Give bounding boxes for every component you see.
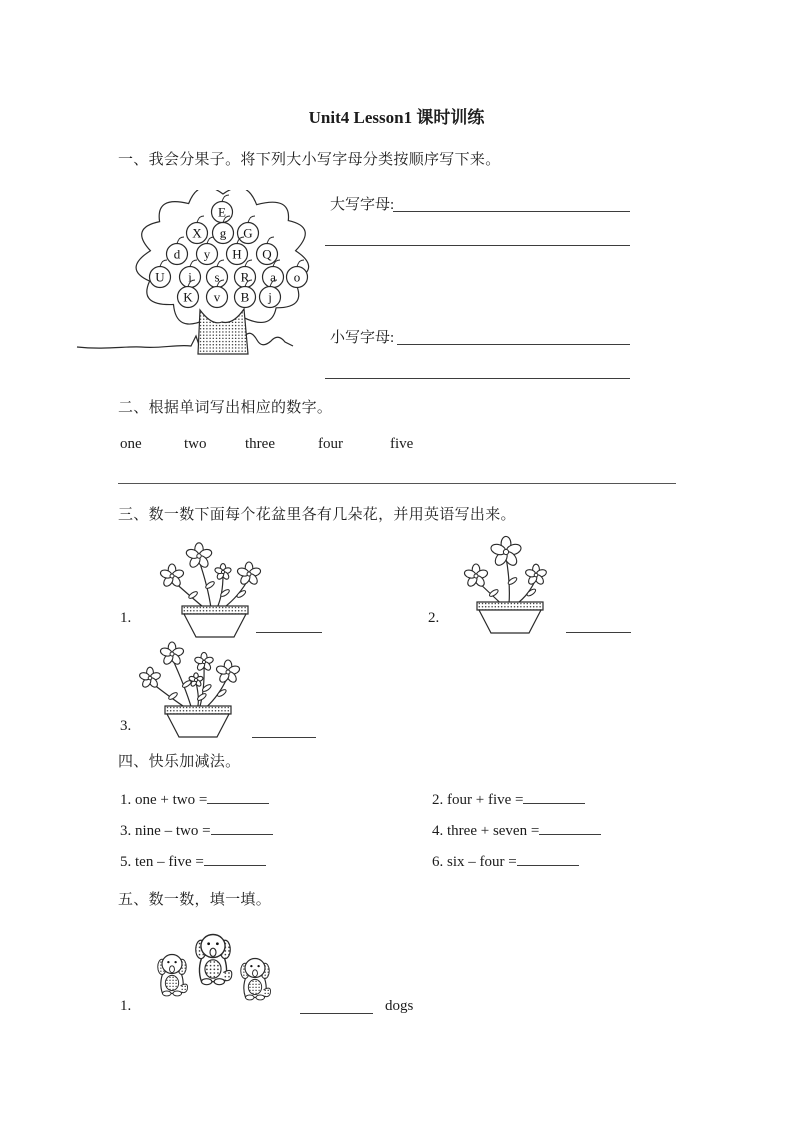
problem-item (120, 821, 273, 840)
dogs-answer-line (300, 997, 373, 1014)
answer-blank (207, 790, 269, 804)
answer-blank (539, 821, 601, 835)
svg-text:X: X (192, 225, 202, 241)
problem-item (120, 852, 266, 871)
lowercase-answer-line-1 (397, 328, 630, 345)
svg-text:y: y (203, 246, 211, 262)
item-2-answer-line (566, 616, 631, 633)
section1-heading: 一、我会分果子。将下列大小写字母分类按顺序写下来。 (118, 152, 501, 168)
flower-pot-3-image (128, 636, 268, 741)
section4-heading: 四、快乐加减法。 (118, 754, 241, 770)
dogs-image (150, 922, 295, 1010)
section2-heading: 二、根据单词写出相应的数字。 (118, 400, 333, 416)
svg-text:E: E (218, 204, 226, 220)
item-3-answer-line (252, 721, 316, 738)
number-word: two (184, 436, 207, 452)
page-title: Unit4 Lesson1 课时训练 (308, 108, 485, 127)
problem-text: 1. one + two = (120, 792, 208, 808)
problem-item (120, 790, 269, 809)
uppercase-answer-line-1 (393, 195, 630, 212)
svg-text:d: d (173, 246, 181, 262)
svg-text:j: j (268, 289, 272, 305)
item-2-number: 2. (428, 610, 440, 626)
svg-text:s: s (214, 269, 220, 285)
uppercase-answer-line-2 (325, 229, 630, 246)
section2-answer-line (118, 467, 676, 484)
number-word: three (245, 436, 275, 452)
answer-blank (523, 790, 585, 804)
problem-text: 5. ten – five = (120, 854, 204, 870)
lowercase-answer-line-2 (325, 362, 630, 379)
answer-blank (204, 852, 266, 866)
svg-text:R: R (240, 269, 250, 285)
svg-text:B: B (240, 289, 250, 305)
item-3-number: 3. (120, 718, 132, 734)
letter-tree-image (65, 190, 315, 362)
section5-heading: 五、数一数，填一填。 (118, 892, 272, 908)
item-1-number: 1. (120, 610, 132, 626)
answer-blank (211, 821, 273, 835)
lowercase-label: 小写字母: (330, 330, 395, 346)
uppercase-label: 大写字母: (330, 197, 395, 213)
svg-text:U: U (155, 269, 165, 285)
dogs-item-number: 1. (120, 998, 132, 1014)
problem-item (432, 852, 579, 871)
svg-text:g: g (219, 225, 227, 241)
problem-text: 3. nine – two = (120, 823, 211, 839)
svg-text:i: i (188, 269, 192, 285)
number-words-row (0, 436, 793, 456)
svg-text:a: a (270, 269, 276, 285)
flower-pot-2-image (443, 532, 578, 637)
problem-text: 4. three + seven = (432, 823, 540, 839)
number-word: four (318, 436, 343, 452)
svg-text:K: K (183, 289, 193, 305)
answer-blank (517, 852, 579, 866)
section3-heading: 三、数一数下面每个花盆里各有几朵花，并用英语写出来。 (118, 507, 516, 523)
problems-list (0, 790, 793, 885)
svg-text:Q: Q (262, 246, 272, 262)
number-word: five (390, 436, 414, 452)
svg-text:H: H (232, 246, 242, 262)
item-1-answer-line (256, 616, 322, 633)
svg-text:G: G (243, 225, 253, 241)
problem-text: 6. six – four = (432, 854, 517, 870)
problem-item (432, 790, 585, 809)
svg-text:o: o (293, 269, 301, 285)
svg-text:v: v (213, 289, 221, 305)
number-word: one (120, 436, 142, 452)
problem-text: 2. four + five = (432, 792, 524, 808)
problem-item (432, 821, 601, 840)
dogs-unit-label: dogs (385, 998, 414, 1014)
